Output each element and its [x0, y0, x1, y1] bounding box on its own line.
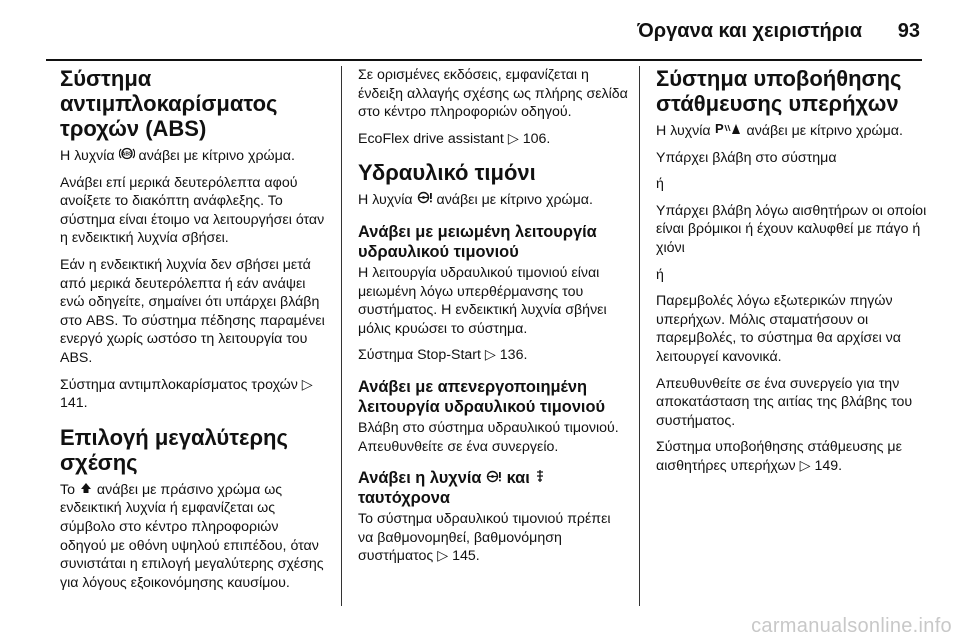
- parking-assist-page-reference[interactable]: 149.: [810, 457, 843, 474]
- page-reference-arrow-icon: ▷: [484, 347, 496, 364]
- power-steering-heading: Υδραυλικό τιμόνι: [358, 160, 536, 186]
- column-left: [60, 66, 328, 600]
- upshift-paragraph-1: [60, 481, 328, 593]
- parking-assist-paragraph-4: Παρεμβολές λόγω εξωτερικών πηγών υπερήχων. Μόλις σταματήσουν οι παρεμβολές, το σύστημα θα αρχίσει να λειτουργεί κανονικά.: [656, 293, 901, 365]
- ecoflex-paragraph: [358, 130, 628, 149]
- disabled-function-heading: Ανάβει με απενεργοποιημένη λειτουργία υδραυλικού τιμονιού: [358, 377, 606, 416]
- parking-assist-heading: Σύστημα υποβοήθησης στάθμευσης υπερήχων: [656, 66, 902, 116]
- both-lights-heading: [358, 468, 628, 508]
- abs-paragraph-1: [60, 147, 328, 166]
- parking-assist-text: Η λυχνία: [656, 123, 715, 139]
- page-reference-arrow-icon: ▷: [799, 457, 811, 474]
- parking-assist-or-1: ή: [656, 176, 664, 193]
- upshift-p1-text-end: ανάβει με πράσινο χρώμα ως ενδεικτική λυχνία ή εμφανίζεται ως σύμβολο στο κέντρο πληροφοριών οδηγού με οθόνη υψηλού επιπέδου, όταν συνιστάται η επιλογή μεγαλύτερης σχέσης για λόγους εξοικονόμησης καυσίμου.: [60, 481, 324, 591]
- parking-assist-text-end: ανάβει με κίτρινο χρώμα.: [742, 123, 903, 139]
- reduced-function-paragraph-1: Η λειτουργία υδραυλικού τιμονιού είναι μειωμένη λόγω υπερθέρμανσης του συστήματος. Η ενδεικτική λυχνία σβήνει μόλις κρυώσει το σύστημα.: [358, 264, 607, 337]
- abs-page-reference[interactable]: 141.: [60, 395, 88, 412]
- column-divider-1: [341, 66, 342, 606]
- stop-start-page-reference[interactable]: 136.: [495, 347, 528, 364]
- both-heading-and: και: [502, 469, 535, 488]
- calibration-page-reference[interactable]: 145.: [448, 548, 480, 565]
- parking-assist-or-2: ή: [656, 266, 664, 283]
- column-middle: [358, 66, 628, 574]
- both-heading-simultaneously: ταυτόχρονα: [358, 489, 450, 508]
- upshift-p1-text: Το: [60, 481, 79, 498]
- page-header: [0, 14, 960, 54]
- power-steering-paragraph: [358, 191, 628, 210]
- abs-heading: Σύστημα αντιμπλοκαρίσματος τροχών (ABS): [60, 66, 278, 141]
- page-title: Όργανα και χειριστήρια: [637, 20, 862, 42]
- abs-p1-text: Η λυχνία: [60, 148, 119, 164]
- both-lights-paragraph: [358, 510, 628, 566]
- steering-warning-icon: [486, 470, 502, 485]
- parking-assist-paragraph-6: [656, 438, 928, 475]
- abs-p1-text-end: ανάβει με κίτρινο χρώμα.: [134, 148, 295, 164]
- abs-indicator-icon: [119, 147, 135, 162]
- shift-page-paragraph: Σε ορισμένες εκδόσεις, εμφανίζεται η ένδειξη αλλαγής σχέσης ως πλήρης σελίδα στο κέντρο πληροφοριών οδηγού.: [358, 67, 628, 121]
- parking-assist-paragraph-2: Υπάρχει βλάβη στο σύστημα: [656, 149, 837, 166]
- svg-text:ABS: ABS: [121, 151, 132, 158]
- calibration-text: Το σύστημα υδραυλικού τιμονιού πρέπει να βαθμονομηθεί, βαθμονόμηση συστήματος: [358, 511, 611, 565]
- page-reference-arrow-icon: ▷: [437, 548, 449, 565]
- parking-assist-ref-text: Σύστημα υποβοήθησης στάθμευσης με αισθητήρες υπερήχων: [656, 439, 902, 474]
- abs-paragraph-3: Εάν η ενδεικτική λυχνία δεν σβήσει μετά από μερικά δευτερόλεπτα ή εάν ανάψει ενώ οδηγείτε, σημαίνει ότι υπάρχει βλάβη στο ABS. Το σύστημα πέδησης παραμένει ενεργό χωρίς ωστόσο τη λειτουργία του ABS.: [60, 256, 325, 366]
- svg-text:P: P: [714, 122, 724, 135]
- page-number: 93: [897, 20, 920, 42]
- ecoflex-page-reference[interactable]: 106.: [518, 130, 551, 147]
- power-steering-text: Η λυχνία: [358, 192, 417, 209]
- power-steering-text-end: ανάβει με κίτρινο χρώμα.: [432, 192, 593, 209]
- abs-paragraph-2: Ανάβει επί μερικά δευτερόλεπτα αφού ανοίξετε το διακόπτη ανάφλεξης. Το σύστημα είναι έτοιμο να λειτουργήσει όταν η ενδεικτική λυχνία σβήσει.: [60, 174, 325, 247]
- parking-assist-paragraph-5: Απευθυνθείτε σε ένα συνεργείο για την αποκατάσταση της αιτίας της βλάβης του συστήματος.: [656, 375, 913, 429]
- parking-assist-paragraph-1: [656, 122, 928, 141]
- steering-warning-icon: [417, 191, 433, 206]
- stop-start-text: Σύστημα Stop-Start: [358, 347, 485, 364]
- column-divider-2: [639, 66, 640, 606]
- both-heading-text: Ανάβει η λυχνία: [358, 469, 487, 488]
- column-right: [656, 66, 928, 484]
- page-reference-arrow-icon: ▷: [301, 376, 313, 393]
- header-divider: [46, 59, 922, 61]
- upshift-heading: Επιλογή μεγαλύτερης σχέσης: [60, 424, 288, 475]
- abs-paragraph-4: [60, 376, 328, 413]
- parking-assist-icon: [715, 122, 743, 137]
- page-reference-arrow-icon: ▷: [507, 130, 519, 147]
- abs-p4-text: Σύστημα αντιμπλοκαρίσματος τροχών: [60, 376, 302, 393]
- watermark: carmanualsonline.info: [751, 615, 952, 637]
- upshift-indicator-icon: [79, 481, 93, 496]
- reduced-function-paragraph-2: [358, 346, 628, 365]
- ecoflex-text: EcoFlex drive assistant: [358, 130, 508, 147]
- parking-assist-paragraph-3: Υπάρχει βλάβη λόγω αισθητήρων οι οποίοι είναι βρόμικοι ή έχουν καλυφθεί με πάγο ή χιόνι: [656, 202, 927, 256]
- disabled-function-paragraph: Βλάβη στο σύστημα υδραυλικού τιμονιού. Απευθυνθείτε σε ένα συνεργείο.: [358, 419, 619, 455]
- service-wrench-icon: [534, 469, 546, 485]
- reduced-function-heading: Ανάβει με μειωμένη λειτουργία υδραυλικού τιμονιού: [358, 222, 597, 261]
